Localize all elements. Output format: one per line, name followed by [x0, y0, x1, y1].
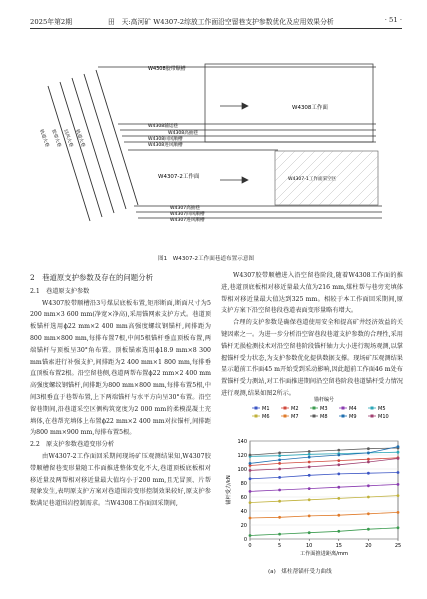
- legend-marker-m6: [255, 415, 258, 418]
- section-heading-2: 2 巷道原支护参数及存在的问题分析: [30, 273, 153, 282]
- point-m3: [249, 534, 252, 537]
- point-m2: [278, 462, 281, 465]
- point-m5: [308, 453, 311, 456]
- point-m6: [249, 501, 252, 504]
- point-m9: [308, 456, 311, 459]
- point-m6: [337, 497, 340, 500]
- point-m8: [337, 449, 340, 452]
- legend-marker-m3: [313, 407, 316, 410]
- legend-marker-m2: [284, 407, 287, 410]
- point-m10: [337, 463, 340, 466]
- y-tick-label: 20: [240, 523, 247, 529]
- legend-label-m4: M4: [349, 406, 357, 412]
- legend-label-m1: M1: [262, 406, 270, 412]
- article-title: 田 天:高河矿 W4307-2综放工作面沿空留巷支护参数优化及应用效果分析: [108, 18, 334, 26]
- point-m1: [308, 474, 311, 477]
- point-m6: [308, 498, 311, 501]
- point-m3: [337, 530, 340, 533]
- legend-label-m3: M3: [320, 406, 328, 412]
- point-m8: [367, 447, 370, 450]
- subsection-heading-2-2: 2.2 原支护参数巷道变形分析: [30, 441, 115, 449]
- point-m1: [367, 472, 370, 475]
- x-tick-label: 25: [394, 543, 402, 549]
- legend-marker-m7: [284, 415, 287, 418]
- legend-marker-m10: [371, 415, 374, 418]
- label-return-a: 回风大巷: [62, 128, 74, 148]
- point-m10: [308, 466, 311, 469]
- point-m3: [367, 528, 370, 531]
- y-tick-label: 0: [243, 537, 247, 543]
- point-m7: [278, 516, 281, 519]
- point-m5: [278, 454, 281, 457]
- y-tick-label: 120: [237, 453, 247, 459]
- legend-label-m8: M8: [320, 414, 328, 420]
- y-tick-label: 100: [237, 467, 247, 473]
- roadway-layout-diagram: [30, 46, 402, 246]
- figure2-caption: (a) 煤柱帮锚杆受力曲线: [268, 569, 332, 575]
- point-m9: [367, 452, 370, 455]
- legend-label-m10: M10: [378, 414, 389, 420]
- point-m2: [367, 458, 370, 461]
- point-m3: [278, 533, 281, 536]
- page-number: · 51 ·: [384, 16, 402, 24]
- point-m9: [397, 445, 400, 448]
- legend-marker-m9: [342, 415, 345, 418]
- legend-label-m7: M7: [291, 414, 299, 420]
- point-m4: [367, 484, 370, 487]
- label-rail-a2: 轨道大巷: [74, 128, 86, 148]
- label-belt-w4308: W4308胶带顺槽: [148, 66, 186, 72]
- y-tick-label: 40: [240, 509, 247, 515]
- x-tick-label: 10: [306, 543, 313, 549]
- legend-marker-m5: [371, 407, 374, 410]
- issue-label: 2025年第2期: [30, 18, 73, 26]
- point-m5: [397, 451, 400, 454]
- point-m4: [337, 486, 340, 489]
- point-m1: [249, 477, 252, 480]
- figure1-caption: 图1 W4307-2工作面巷道布置示意图: [158, 256, 255, 262]
- bolt-force-chart-svg: [222, 395, 404, 565]
- point-m1: [337, 473, 340, 476]
- point-m3: [397, 526, 400, 529]
- right-column: [221, 270, 403, 400]
- point-m7: [397, 511, 400, 514]
- left-column: [30, 270, 211, 510]
- point-m9: [278, 459, 281, 462]
- label-face-w4308: W4308工作面: [292, 105, 328, 111]
- point-m4: [249, 490, 252, 493]
- label-mid4: W4308进风顺槽: [148, 143, 183, 148]
- legend-title: 锚杆编号: [313, 397, 335, 403]
- roadway-layout-figure: [30, 46, 402, 246]
- point-m1: [278, 476, 281, 479]
- y-tick-label: 80: [240, 481, 247, 487]
- label-face-w4307-1: W4307-1工作面采空区: [288, 177, 337, 182]
- y-tick-label: 140: [237, 439, 247, 445]
- x-tick-label: 20: [365, 543, 372, 549]
- point-m8: [249, 454, 252, 457]
- point-m2: [337, 459, 340, 462]
- label-low3: W4307进风顺槽: [170, 218, 205, 223]
- point-m10: [278, 468, 281, 471]
- label-belt-a: 胶带大巷: [50, 128, 62, 148]
- point-m4: [308, 487, 311, 490]
- legend-label-m9: M9: [349, 414, 357, 420]
- legend-label-m2: M2: [291, 406, 299, 412]
- point-m7: [367, 512, 370, 515]
- point-m1: [397, 471, 400, 474]
- point-m6: [278, 500, 281, 503]
- point-m9: [249, 462, 252, 465]
- subsection-heading-2-1: 2.1 巷道原支护参数: [30, 287, 90, 295]
- point-m2: [308, 461, 311, 464]
- label-mid3: W4308回风顺槽: [148, 137, 183, 142]
- point-m4: [278, 489, 281, 492]
- label-face-w4307: W4307-2工作面: [158, 174, 200, 180]
- point-m6: [367, 496, 370, 499]
- point-m9: [337, 454, 340, 457]
- paragraph-deformation: 由W4307-2工作面回采期间现场矿压观测结果知,W4307胶带顺槽留巷变形量随工作面推进整体变化不大,巷道顶板底板相对移近量及两帮相对移近量最大值均小于200 mm,且无冒顶、片帮现象发生,表明原支护方案对巷道围岩变形控制效果较好,原支护参数满足巷道围岩控制需求。当W4308工作面回采期间,: [30, 452, 211, 508]
- x-axis-label: 工作面推进距离/mm: [299, 551, 349, 557]
- label-mid1: W4308辅运巷: [148, 124, 179, 129]
- y-axis-label: 锚杆受力/kN: [226, 475, 232, 505]
- x-tick-label: 0: [248, 543, 252, 549]
- paragraph-right-2: 合理的支护参数是确保巷道使用安全和提高矿井经济效益的关键因素之一。为进一步分析沿空留巷段巷道支护参数的合理性,采用锚杆无损检测技术对沿空留巷阶段锚杆轴力大小进行现场观测,以掌握锚杆受力状态,为支护参数优化提供数据支撑。现场矿压观测结果显示超前工作面45 m开始受到采动影响,因此超前工作面46 m处布置锚杆受力测站,对工作面推进期间沿空留巷阶段巷道锚杆受力情况进行观测,结果如图2所示。: [221, 319, 403, 397]
- point-m10: [249, 469, 252, 472]
- point-m7: [337, 514, 340, 517]
- point-m7: [308, 515, 311, 518]
- point-m8: [278, 452, 281, 455]
- point-m10: [367, 461, 370, 464]
- legend-marker-m8: [313, 415, 316, 418]
- legend-marker-m1: [255, 407, 258, 410]
- paragraph-support-params: W4307胶带顺槽沿3号煤层底板布置,矩形断面,断面尺寸为5 200 mm×3 600 mm(净宽×净高),采用锚网索支护方式。巷道顶板锚杆选用ϕ22 mm×2 400 mm高强度螺纹钢锚杆,间排距为800 mm×800 mm,每排布置7根,中间5根锚杆垂直顶板布置,两端锚杆与顶板呈30°角布置。顶板锚索选用ϕ18.9 mm×8 300 mm锚索进行补强支护,间排距为2 400 mm×1 800 mm,每排垂直顶板布置2根。沿空留巷侧,巷道两帮布置ϕ22 mm×2 400 mm高强度螺纹钢锚杆,间排距为800 mm×800 mm,每排布置5根,中间3根垂直于巷帮布置,上下两端锚杆与水平方向呈30°布置。沿空留巷期间,沿巷道采空区侧构筑宽度为2 000 mm的柔模混凝土充填体,在巷帮充填体上布置ϕ22 mm×2 400 mm对拉锚杆,间排距为800 mm×900 mm,每排布置5根。: [30, 299, 211, 437]
- legend-label-m6: M6: [262, 414, 270, 420]
- point-m8: [308, 450, 311, 453]
- point-m4: [397, 483, 400, 486]
- x-tick-label: 15: [335, 543, 342, 549]
- y-tick-label: 60: [240, 495, 247, 501]
- label-low2: W4307回风顺槽: [170, 212, 205, 217]
- point-m10: [397, 457, 400, 460]
- point-m3: [308, 531, 311, 534]
- running-header: [30, 14, 402, 29]
- legend-marker-m4: [342, 407, 345, 410]
- x-tick-label: 5: [278, 543, 282, 549]
- bolt-force-chart: [222, 395, 404, 565]
- label-rail-a: 轨道大巷: [38, 128, 50, 148]
- label-low1: W4307高抽巷: [170, 206, 201, 211]
- legend-label-m5: M5: [378, 406, 386, 412]
- label-mid2: W4308高抽巷: [168, 131, 199, 136]
- point-m7: [249, 517, 252, 520]
- point-m6: [397, 494, 400, 497]
- paragraph-right-1: W4307胶带顺槽进入沿空留巷阶段,随着W4308工作面的推进,巷道顶底板相对移近量最大值为216 mm,煤柱帮与巷旁充填体帮相对移近量最大值达到325 mm。相较于本工作面回采期间,原支护方案下沿空留巷段巷道表面变形量略有增大。: [221, 272, 403, 315]
